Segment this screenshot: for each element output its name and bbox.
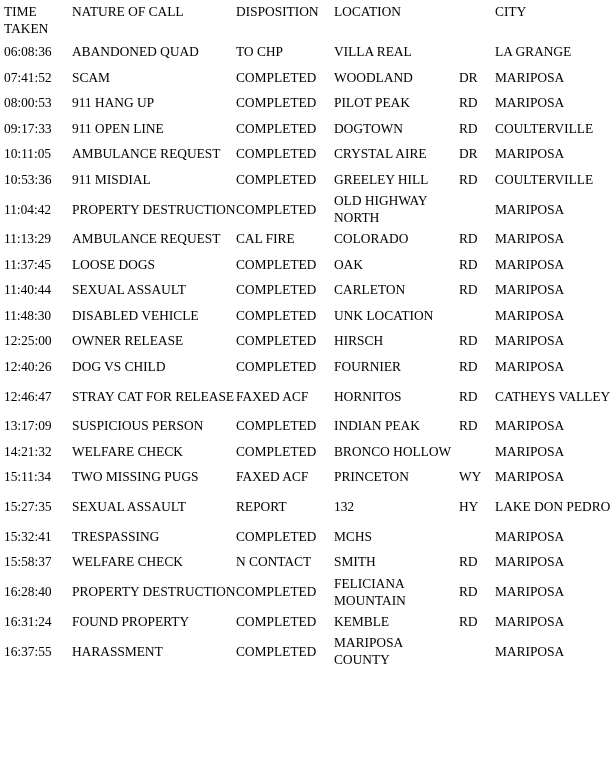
cell-street-suffix: RD xyxy=(459,554,478,570)
cell-nature-of-call: TRESPASSING xyxy=(72,528,160,544)
cell-location: PRINCETON xyxy=(334,469,409,485)
cell-location: 132 xyxy=(334,499,355,514)
cell-city: MARIPOSA xyxy=(495,554,565,570)
cell-disposition: COMPLETED xyxy=(236,307,317,323)
table-row xyxy=(4,277,614,303)
cell-nature-of-call: 911 HANG UP xyxy=(72,95,155,111)
cell-time: 12:46:47 xyxy=(4,388,52,404)
cell-disposition: COMPLETED xyxy=(236,528,317,544)
cell-time: 16:31:24 xyxy=(4,613,52,629)
cell-disposition: N CONTACT xyxy=(236,554,312,570)
cell-time: 16:37:55 xyxy=(4,643,52,659)
cell-street-suffix: DR xyxy=(459,69,478,85)
cell-city: MARIPOSA xyxy=(495,231,565,247)
cell-time: 15:27:35 xyxy=(4,499,52,514)
cell-disposition: COMPLETED xyxy=(236,584,317,599)
cell-nature-of-call: AMBULANCE REQUEST xyxy=(72,231,221,247)
table-header xyxy=(4,3,614,39)
table-row xyxy=(4,167,614,193)
cell-location: HIRSCH xyxy=(334,333,384,349)
cell-location: CARLETON xyxy=(334,282,406,298)
cell-disposition: COMPLETED xyxy=(236,256,317,272)
header-disposition: DISPOSITION xyxy=(236,4,319,19)
cell-time: 11:40:44 xyxy=(4,282,52,298)
cell-disposition: TO CHP xyxy=(236,44,284,60)
cell-location: MARIPOSA COUNTY xyxy=(334,635,403,667)
cell-location: DOGTOWN xyxy=(334,120,403,136)
cell-city: MARIPOSA xyxy=(495,528,565,544)
cell-nature-of-call: HARASSMENT xyxy=(72,643,163,659)
cell-time: 15:11:34 xyxy=(4,469,52,485)
cell-nature-of-call: DISABLED VEHICLE xyxy=(72,307,199,323)
cell-street-suffix: RD xyxy=(459,95,478,111)
cell-street-suffix xyxy=(459,192,495,226)
cell-nature-of-call: DOG VS CHILD xyxy=(72,358,166,374)
cell-nature-of-call: 911 OPEN LINE xyxy=(72,120,164,136)
cell-disposition: COMPLETED xyxy=(236,643,317,659)
cell-location: KEMBLE xyxy=(334,613,390,629)
call-log-table xyxy=(4,3,614,668)
cell-disposition: FAXED ACF xyxy=(236,388,309,404)
cell-street-suffix: RD xyxy=(459,282,478,298)
cell-street-suffix: DR xyxy=(459,146,478,162)
table-row xyxy=(4,634,614,668)
cell-location: VILLA REAL xyxy=(334,44,412,60)
cell-nature-of-call: OWNER RELEASE xyxy=(72,333,184,349)
cell-disposition: COMPLETED xyxy=(236,282,317,298)
cell-location: FOURNIER xyxy=(334,358,401,374)
cell-time: 15:58:37 xyxy=(4,554,52,570)
cell-city: MARIPOSA xyxy=(495,443,565,459)
cell-disposition: COMPLETED xyxy=(236,201,317,217)
cell-nature-of-call: SEXUAL ASSAULT xyxy=(72,499,186,514)
cell-city: MARIPOSA xyxy=(495,201,565,217)
cell-disposition: COMPLETED xyxy=(236,443,317,459)
cell-time: 16:28:40 xyxy=(4,584,52,599)
table-body xyxy=(4,39,614,668)
cell-city: MARIPOSA xyxy=(495,333,565,349)
cell-nature-of-call: TWO MISSING PUGS xyxy=(72,469,199,485)
cell-location: GREELEY HILL xyxy=(334,171,429,187)
cell-city: LA GRANGE xyxy=(495,44,572,60)
table-row xyxy=(4,379,614,413)
table-row xyxy=(4,490,614,524)
table-row xyxy=(4,439,614,465)
cell-location: PILOT PEAK xyxy=(334,95,411,111)
cell-time: 14:21:32 xyxy=(4,443,52,459)
table-row xyxy=(4,549,614,575)
cell-time: 12:40:26 xyxy=(4,358,52,374)
cell-time: 10:11:05 xyxy=(4,146,52,162)
cell-nature-of-call: WELFARE CHECK xyxy=(72,443,183,459)
table-row xyxy=(4,524,614,550)
cell-nature-of-call: STRAY CAT FOR RELEASE xyxy=(72,388,235,404)
cell-time: 11:48:30 xyxy=(4,307,52,323)
cell-street-suffix xyxy=(459,303,495,329)
cell-nature-of-call: LOOSE DOGS xyxy=(72,256,155,272)
cell-time: 12:25:00 xyxy=(4,333,52,349)
cell-street-suffix: HY xyxy=(459,499,479,514)
cell-disposition: COMPLETED xyxy=(236,358,317,374)
cell-street-suffix: RD xyxy=(459,358,478,374)
table-row xyxy=(4,252,614,278)
cell-location: CRYSTAL AIRE xyxy=(334,146,427,162)
cell-city: MARIPOSA xyxy=(495,584,565,599)
cell-location: MCHS xyxy=(334,528,372,544)
cell-time: 15:32:41 xyxy=(4,528,52,544)
cell-street-suffix: RD xyxy=(459,613,478,629)
cell-nature-of-call: SEXUAL ASSAULT xyxy=(72,282,186,298)
cell-city: MARIPOSA xyxy=(495,469,565,485)
cell-location: BRONCO HOLLOW xyxy=(334,443,452,459)
cell-time: 13:17:09 xyxy=(4,418,52,434)
cell-nature-of-call: SCAM xyxy=(72,69,110,85)
cell-location: OAK xyxy=(334,256,364,272)
cell-city: MARIPOSA xyxy=(495,146,565,162)
cell-city: MARIPOSA xyxy=(495,358,565,374)
header-row xyxy=(4,3,614,39)
table-row xyxy=(4,464,614,490)
header-time-taken: TIME TAKEN xyxy=(4,4,49,36)
cell-street-suffix: RD xyxy=(459,231,478,247)
cell-disposition: CAL FIRE xyxy=(236,231,295,247)
cell-street-suffix xyxy=(459,634,495,668)
cell-city: COULTERVILLE xyxy=(495,120,594,136)
cell-street-suffix: RD xyxy=(459,256,478,272)
cell-nature-of-call: AMBULANCE REQUEST xyxy=(72,146,221,162)
table-row xyxy=(4,303,614,329)
cell-location: WOODLAND xyxy=(334,69,413,85)
cell-nature-of-call: FOUND PROPERTY xyxy=(72,613,190,629)
cell-nature-of-call: PROPERTY DESTRUCTION xyxy=(72,584,236,599)
cell-time: 07:41:52 xyxy=(4,69,52,85)
cell-street-suffix xyxy=(459,39,495,65)
cell-location: FELICIANA MOUNTAIN xyxy=(334,575,406,608)
table-row xyxy=(4,65,614,91)
cell-disposition: COMPLETED xyxy=(236,120,317,136)
cell-disposition: COMPLETED xyxy=(236,95,317,111)
table-row xyxy=(4,141,614,167)
cell-street-suffix: RD xyxy=(459,171,478,187)
cell-city: MARIPOSA xyxy=(495,613,565,629)
cell-city: COULTERVILLE xyxy=(495,171,594,187)
cell-street-suffix: RD xyxy=(459,388,478,404)
cell-city: MARIPOSA xyxy=(495,95,565,111)
cell-nature-of-call: WELFARE CHECK xyxy=(72,554,183,570)
table-row xyxy=(4,90,614,116)
cell-street-suffix: RD xyxy=(459,120,478,136)
cell-disposition: COMPLETED xyxy=(236,613,317,629)
table-row xyxy=(4,226,614,252)
cell-city: MARIPOSA xyxy=(495,69,565,85)
cell-time: 11:04:42 xyxy=(4,201,52,217)
cell-street-suffix: RD xyxy=(459,584,478,599)
table-row xyxy=(4,609,614,635)
cell-location: COLORADO xyxy=(334,231,409,247)
cell-nature-of-call: ABANDONED QUAD xyxy=(72,44,199,60)
table-row xyxy=(4,39,614,65)
cell-city: MARIPOSA xyxy=(495,643,565,659)
cell-city: MARIPOSA xyxy=(495,418,565,434)
cell-disposition: COMPLETED xyxy=(236,418,317,434)
cell-disposition: FAXED ACF xyxy=(236,469,309,485)
cell-disposition: COMPLETED xyxy=(236,333,317,349)
cell-city: LAKE DON PEDRO xyxy=(495,499,611,514)
table-row xyxy=(4,328,614,354)
cell-street-suffix xyxy=(459,439,495,465)
cell-nature-of-call: PROPERTY DESTRUCTION xyxy=(72,201,236,217)
cell-location: INDIAN PEAK xyxy=(334,418,420,434)
table-row xyxy=(4,575,614,609)
header-nature-of-call: NATURE OF CALL xyxy=(72,4,184,19)
cell-street-suffix: RD xyxy=(459,333,478,349)
cell-time: 10:53:36 xyxy=(4,171,52,187)
cell-city: CATHEYS VALLEY xyxy=(495,388,611,404)
cell-time: 11:37:45 xyxy=(4,256,52,272)
table-row xyxy=(4,413,614,439)
cell-nature-of-call: SUSPICIOUS PERSON xyxy=(72,418,204,434)
header-location: LOCATION xyxy=(334,4,401,19)
table-row xyxy=(4,354,614,380)
cell-disposition: COMPLETED xyxy=(236,146,317,162)
cell-disposition: REPORT xyxy=(236,499,287,514)
cell-street-suffix: WY xyxy=(459,469,482,485)
cell-location: OLD HIGHWAY NORTH xyxy=(334,193,428,225)
cell-disposition: COMPLETED xyxy=(236,69,317,85)
cell-time: 08:00:53 xyxy=(4,95,52,111)
cell-nature-of-call: 911 MISDIAL xyxy=(72,171,151,187)
table-row xyxy=(4,116,614,142)
cell-time: 11:13:29 xyxy=(4,231,52,247)
cell-disposition: COMPLETED xyxy=(236,171,317,187)
cell-city: MARIPOSA xyxy=(495,282,565,298)
cell-location: UNK LOCATION xyxy=(334,307,434,323)
cell-time: 09:17:33 xyxy=(4,120,52,136)
cell-location: HORNITOS xyxy=(334,388,402,404)
table-row xyxy=(4,192,614,226)
cell-street-suffix xyxy=(459,524,495,550)
cell-street-suffix: RD xyxy=(459,418,478,434)
cell-city: MARIPOSA xyxy=(495,307,565,323)
cell-city: MARIPOSA xyxy=(495,256,565,272)
cell-location: SMITH xyxy=(334,554,376,570)
header-city: CITY xyxy=(495,4,527,19)
cell-time: 06:08:36 xyxy=(4,44,52,60)
